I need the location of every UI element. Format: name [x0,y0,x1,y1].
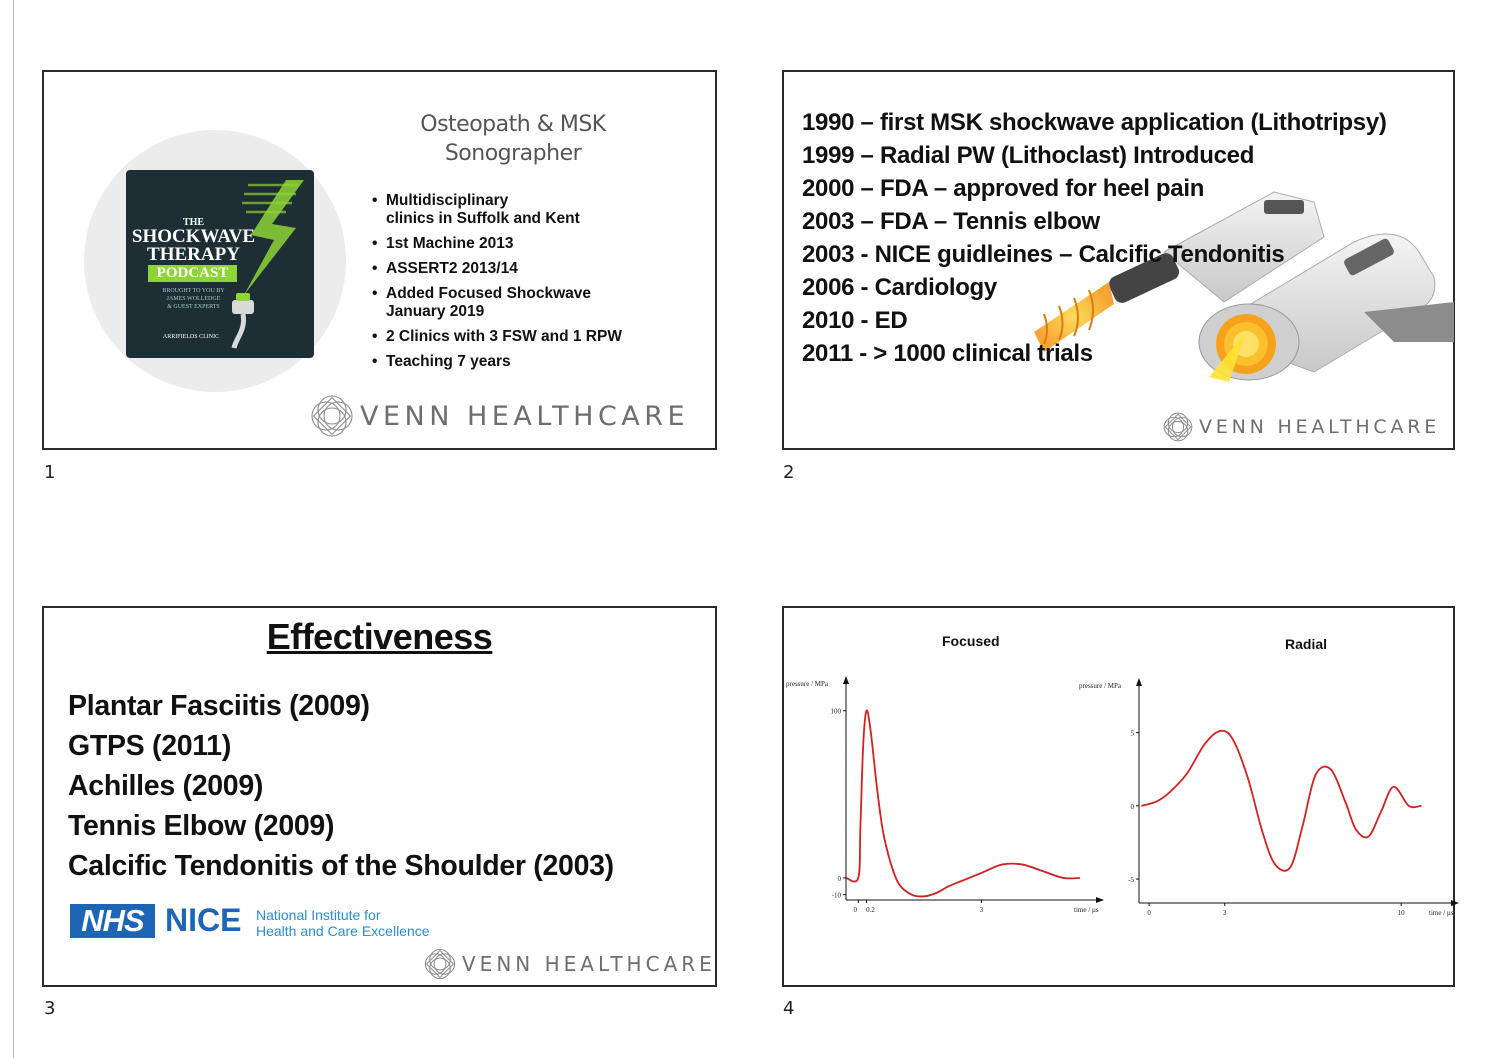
y-tick-label: -5 [1128,876,1134,885]
nice-subtitle-line2: Health and Care Excellence [256,923,430,939]
effectiveness-item: GTPS (2011) [68,730,232,762]
effectiveness-item: Tennis Elbow (2009) [68,810,335,842]
y-tick-label: 0 [837,874,841,883]
nhs-logo: NHS [70,904,155,938]
history-timeline [802,106,1387,370]
bullet-item: • ASSERT2 2013/14 [372,260,712,278]
y-tick-label: 100 [830,707,841,716]
x-axis-label: time / µs [1429,909,1454,917]
venn-healthcare-logo [306,390,689,442]
focused-chart-title: Focused [942,633,1000,649]
slide-1[interactable] [42,70,717,450]
slide-1-title-line2: Sonographer [444,141,582,166]
x-tick-label: 0 [853,906,858,914]
podcast-cover-image [126,170,314,358]
timeline-item: 2010 - ED [802,307,908,334]
timeline-item: 2011 - > 1000 clinical trials [802,340,1093,367]
radial-chart-title: Radial [1285,636,1328,652]
y-tick-label: 5 [1130,729,1134,738]
podcast-title-line1: SHOCKWAVE [131,226,256,247]
timeline-item: 2003 – FDA – Tennis elbow [802,208,1100,235]
series-line [846,710,1080,896]
y-tick-label: -10 [831,891,841,900]
x-tick-label: 10 [1397,909,1405,917]
effectiveness-item: Calcific Tendonitis of the Shoulder (2003) [68,850,614,882]
slide-1-title [374,110,652,168]
bullet-item: • Multidisciplinary clinics in Suffolk and Kent [372,192,712,228]
podcast-credit-line3: & GUEST EXPERTS [167,304,220,310]
bullet-item: • 2 Clinics with 3 FSW and 1 RPW [372,328,712,346]
venn-brand-text: VENN HEALTHCARE [1199,416,1441,438]
podcast-credit-line2: JAMES WOLLEDGE [166,296,221,302]
podcast-the-label: THE [182,217,205,228]
radial-pressure-chart [1079,676,1455,924]
y-axis-arrow [1136,678,1142,686]
venn-healthcare-logo [421,945,716,983]
timeline-item: 2000 – FDA – approved for heel pain [802,175,1205,202]
podcast-title-line2: THERAPY [147,244,240,265]
podcast-badge: PODCAST [148,265,237,282]
effectiveness-item: Achilles (2009) [68,770,264,802]
series-line [1142,731,1422,871]
page-margin-rule [13,0,14,1058]
slide-3-title: Effectiveness [266,616,493,657]
slide-1-title-line1: Osteopath & MSK [420,112,606,137]
timeline-item: 1990 – first MSK shockwave application (Lithotripsy) [802,109,1387,136]
x-tick-label: 0.2 [866,906,875,914]
venn-logo-icon [1160,409,1196,445]
venn-logo-icon [306,390,358,442]
y-axis-arrow [843,676,849,684]
timeline-item: 2006 - Cardiology [802,274,997,301]
effectiveness-list [68,686,614,886]
y-axis-label: pressure / MPa [786,680,828,688]
nice-logo-text: NICE [165,902,242,938]
venn-brand-text: VENN HEALTHCARE [360,400,690,432]
timeline-item: 2003 - NICE guidleines – Calcific Tendonitis [802,241,1285,268]
slide-number: 4 [783,998,795,1019]
bullet-item: • Added Focused Shockwave January 2019 [372,285,712,321]
slide-4[interactable] [782,606,1455,987]
lightning-bolt-icon [226,180,311,350]
slide-3[interactable] [42,606,717,987]
bullet-item: • Teaching 7 years [372,353,712,371]
slide-number: 3 [44,998,56,1019]
x-tick-label: 0 [1147,909,1151,917]
podcast-credit-line1: BROUGHT TO YOU BY [162,288,225,294]
slide-2[interactable] [782,70,1455,450]
timeline-item: 1999 – Radial PW (Lithoclast) Introduced [802,142,1255,169]
x-tick-label: 3 [1222,909,1227,917]
x-axis-arrow [1451,900,1459,906]
x-axis-label: time / µs [1074,906,1099,914]
podcast-sponsor: ARRIFIELDS CLINIC [162,334,220,340]
y-tick-label: 0 [1130,802,1134,811]
focused-pressure-chart [784,676,1099,924]
venn-brand-text: VENN HEALTHCARE [462,952,716,976]
slide-number: 2 [783,462,795,483]
venn-logo-icon [421,945,459,983]
venn-healthcare-logo [1160,409,1440,445]
x-tick-label: 3 [979,906,984,914]
slide-1-bullets [372,192,712,378]
bullet-item: • 1st Machine 2013 [372,235,712,253]
nice-subtitle-line1: National Institute for [256,907,381,923]
slide-number: 1 [44,462,56,483]
effectiveness-item: Plantar Fasciitis (2009) [68,690,370,722]
y-axis-label: pressure / MPa [1079,682,1121,690]
